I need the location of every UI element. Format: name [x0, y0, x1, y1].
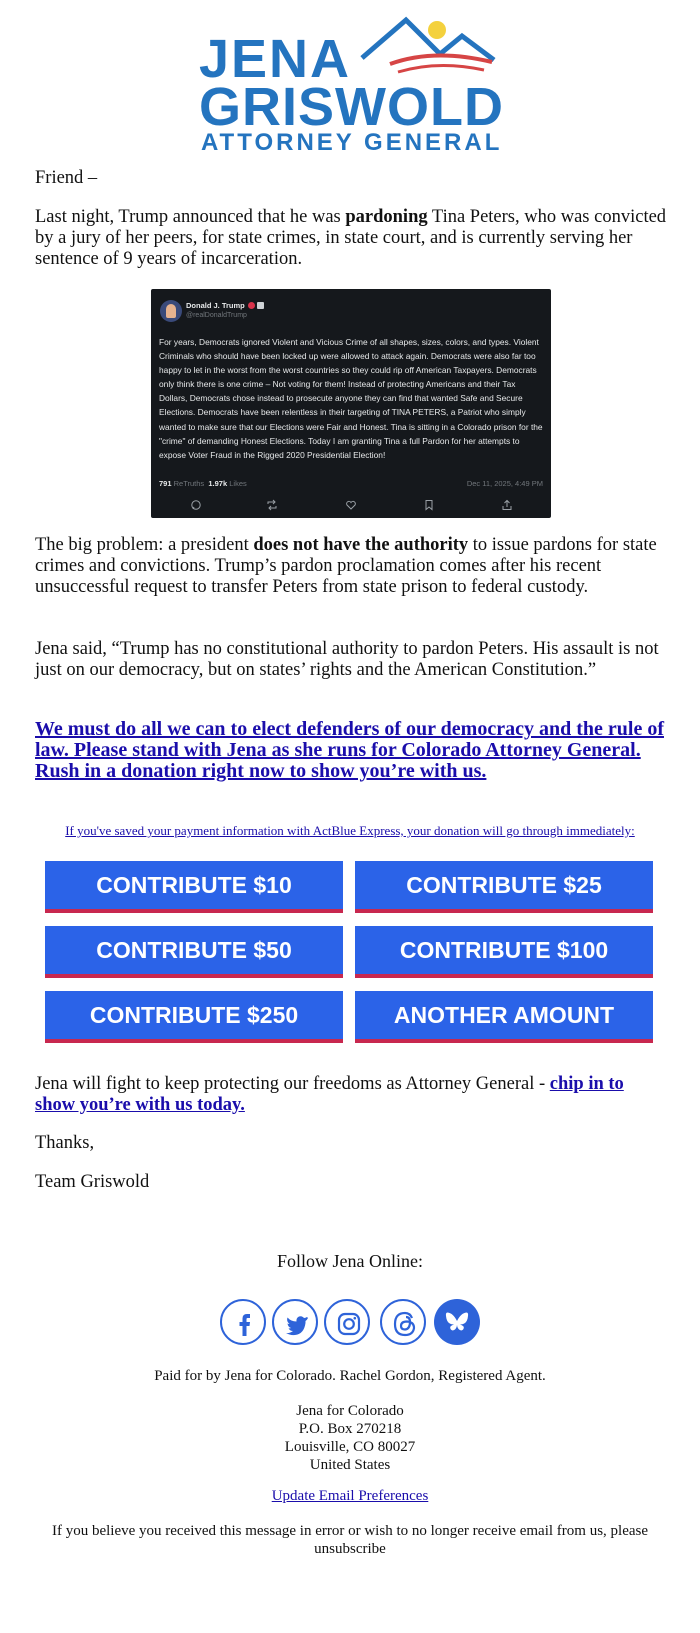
- address-line: United States: [309, 1457, 391, 1473]
- facebook-icon[interactable]: [220, 1299, 266, 1345]
- post-text: For years, Democrats ignored Violent and Vicious Crime of all shapes, sizes, colors, and types. Violent Criminals who should have been locked up were allowed to attack again. Democrats were also far too happy to let in the worst from the worst countries so they could rip off American Taxpayers. Democrats only think there is one crime – Not voting for them! Instead of protecting Americans and their Tax Dollars, Democrats chose instead to prosecute anyone they can find that wanted Safe and Secure Elections. Democrats have been relentless in their targeting of TINA PETERS, a Patriot who simply wanted to make sure that our Elections were Fair and Honest. Tina is sitting in a Colorado prison for the "crime" of demanding Honest Elections. Today I am granting Tina a full Pardon for her attempts to expose Voter Fraud in the Rigged 2020 Presidential Election!: [159, 337, 543, 460]
- bluesky-icon[interactable]: [434, 1299, 480, 1345]
- contribute-250-button[interactable]: CONTRIBUTE $250: [45, 991, 343, 1043]
- thanks: Thanks,: [35, 1133, 95, 1153]
- post-handle: @realDonaldTrump: [186, 312, 247, 319]
- like-icon: [345, 499, 357, 511]
- contribute-100-button[interactable]: CONTRIBUTE $100: [355, 926, 653, 978]
- follow-heading: Follow Jena Online:: [277, 1251, 423, 1271]
- verified-badge-icon: [248, 302, 255, 309]
- truth-social-post: [151, 289, 551, 518]
- signature: Team Griswold: [35, 1172, 150, 1192]
- closing-paragraph: Jena will fight to keep protecting our freedoms as Attorney General - chip in to show you’re with us today.: [35, 1074, 624, 1115]
- post-stats: 791 ReTruths 1.97k Likes: [159, 479, 247, 488]
- paid-for-disclaimer: Paid for by Jena for Colorado. Rachel Gordon, Registered Agent.: [154, 1368, 546, 1384]
- greeting: Friend –: [35, 168, 98, 188]
- address-line: Jena for Colorado: [296, 1403, 404, 1419]
- bookmark-icon: [423, 499, 435, 511]
- contribute-10-button[interactable]: CONTRIBUTE $10: [45, 861, 343, 913]
- avatar: [160, 300, 182, 322]
- logo-first-name: JENA: [199, 29, 352, 89]
- actblue-express-note[interactable]: If you've saved your payment information with ActBlue Express, your donation will go through immediately:: [65, 823, 635, 838]
- another-amount-button[interactable]: ANOTHER AMOUNT: [355, 991, 653, 1043]
- media-badge-icon: [257, 302, 264, 309]
- post-actions: [151, 499, 551, 513]
- reply-icon: [190, 499, 202, 511]
- logo-office: ATTORNEY GENERAL: [201, 129, 503, 156]
- campaign-logo: [199, 14, 504, 154]
- address-line: Louisville, CO 80027: [284, 1439, 416, 1455]
- paragraph-3: Jena said, “Trump has no constitutional authority to pardon Peters. His assault is not just on our democracy, but on states’ rights and the American Constitution.”: [35, 639, 659, 680]
- instagram-icon[interactable]: [324, 1299, 370, 1345]
- paragraph-1: Last night, Trump announced that he was pardoning Tina Peters, who was convicted by a jury of her peers, for state crimes, in state court, and is currently serving her sentence of 9 years of incarceration.: [35, 207, 667, 269]
- post-date: Dec 11, 2025, 4:49 PM: [466, 479, 543, 488]
- twitter-icon[interactable]: [272, 1299, 318, 1345]
- update-email-preferences-link[interactable]: Update Email Preferences: [271, 1488, 429, 1504]
- contribute-50-button[interactable]: CONTRIBUTE $50: [45, 926, 343, 978]
- chip-in-link[interactable]: chip in to show you’re with us today.: [35, 1074, 624, 1115]
- share-icon: [501, 499, 513, 511]
- donation-cta-link[interactable]: We must do all we can to elect defenders of our democracy and the rule of law. Please stand with Jena as she runs for Colorado Attorney General. Rush in a donation right now to show you’re with us.: [35, 718, 664, 782]
- retruth-icon: [266, 499, 278, 511]
- logo-last-name: GRISWOLD: [199, 77, 504, 137]
- paragraph-2: The big problem: a president does not have the authority to issue pardons for state crimes and convictions. Trump’s pardon proclamation comes after his recent unsuccessful request to transfer Peters from state prison to federal custody.: [35, 535, 657, 597]
- emphasis: does not have the authority: [253, 535, 469, 555]
- mailing-address: [0, 1402, 700, 1474]
- post-author: Donald J. Trump: [186, 301, 264, 310]
- mountain-sun-icon: [354, 14, 504, 84]
- emphasis: pardoning: [345, 207, 428, 227]
- unsubscribe-notice[interactable]: If you believe you received this message in error or wish to no longer receive email from us, please unsubscribe: [51, 1523, 649, 1557]
- contribute-25-button[interactable]: CONTRIBUTE $25: [355, 861, 653, 913]
- threads-icon[interactable]: [380, 1299, 426, 1345]
- address-line: P.O. Box 270218: [298, 1421, 402, 1437]
